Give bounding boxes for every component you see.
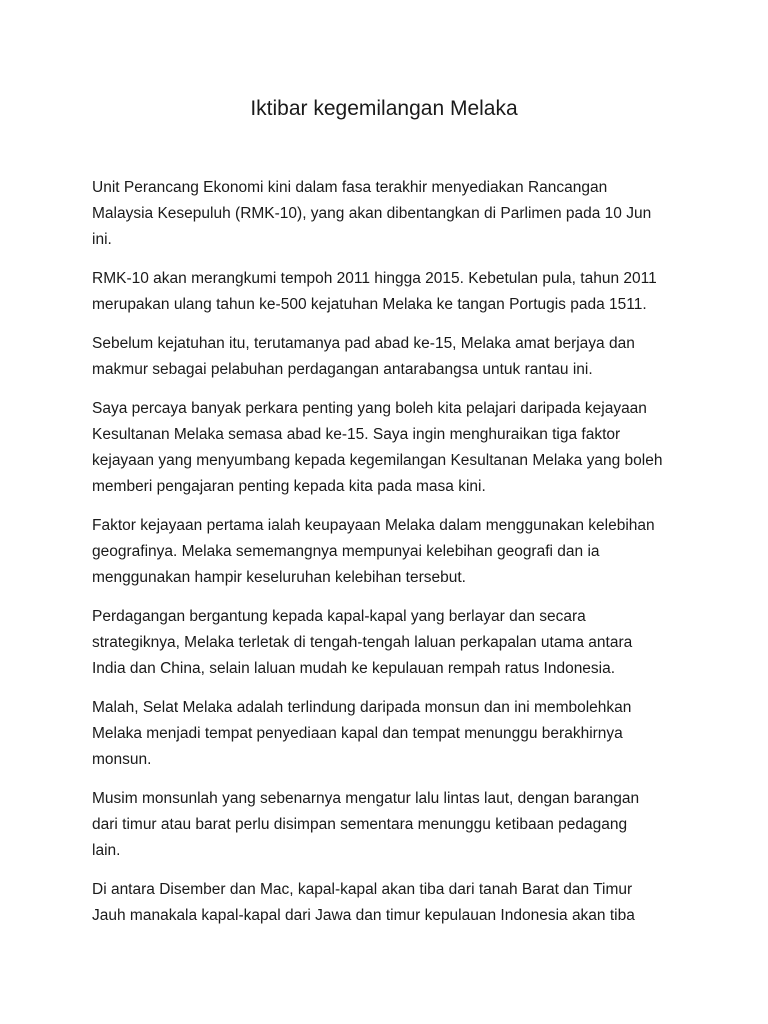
paragraph-1: Unit Perancang Ekonomi kini dalam fasa terakhir menyediakan Rancangan Malaysia Kesepuluh (RMK-10), yang akan dibentangkan di Parlimen pada 10 Jun ini. — [92, 179, 652, 248]
paragraph-4: Saya percaya banyak perkara penting yang boleh kita pelajari daripada kejayaan Kesultanan Melaka semasa abad ke-15. Saya ingin menghuraikan tiga faktor kejayaan yang menyumbang kepada kegemilangan Kesultanan Melaka yang boleh memberi pengajaran penting kepada kita pada masa kini. — [92, 400, 663, 495]
paragraph-9: Di antara Disember dan Mac, kapal-kapal akan tiba dari tanah Barat dan Timur Jauh manakala kapal-kapal dari Jawa dan timur kepulauan Indonesia akan tiba — [92, 881, 635, 924]
paragraph-5: Faktor kejayaan pertama ialah keupayaan Melaka dalam menggunakan kelebihan geografinya. Melaka sememangnya mempunyai kelebihan geografi dan ia menggunakan hampir keseluruhan kelebihan tersebut. — [92, 517, 655, 586]
paragraph-3: Sebelum kejatuhan itu, terutamanya pad abad ke-15, Melaka amat berjaya dan makmur sebagai pelabuhan perdagangan antarabangsa untuk rantau ini. — [92, 335, 635, 378]
paragraph-8: Musim monsunlah yang sebenarnya mengatur lalu lintas laut, dengan barangan dari timur atau barat perlu disimpan sementara menunggu ketibaan pedagang lain. — [92, 790, 640, 859]
paragraph-7: Malah, Selat Melaka adalah terlindung daripada monsun dan ini membolehkan Melaka menjadi tempat penyediaan kapal dan tempat menunggu berakhirnya monsun. — [92, 699, 632, 768]
page-title: Iktibar kegemilangan Melaka — [250, 97, 518, 120]
paragraph-6: Perdagangan bergantung kepada kapal-kapal yang berlayar dan secara strategiknya, Melaka terletak di tengah-tengah laluan perkapalan utama antara India dan China, selain laluan mudah ke kepulauan rempah ratus Indonesia. — [92, 608, 633, 677]
paragraph-2: RMK-10 akan merangkumi tempoh 2011 hingga 2015. Kebetulan pula, tahun 2011 merupakan ulang tahun ke-500 kejatuhan Melaka ke tangan Portugis pada 1511. — [92, 270, 657, 313]
document-body — [92, 175, 692, 942]
